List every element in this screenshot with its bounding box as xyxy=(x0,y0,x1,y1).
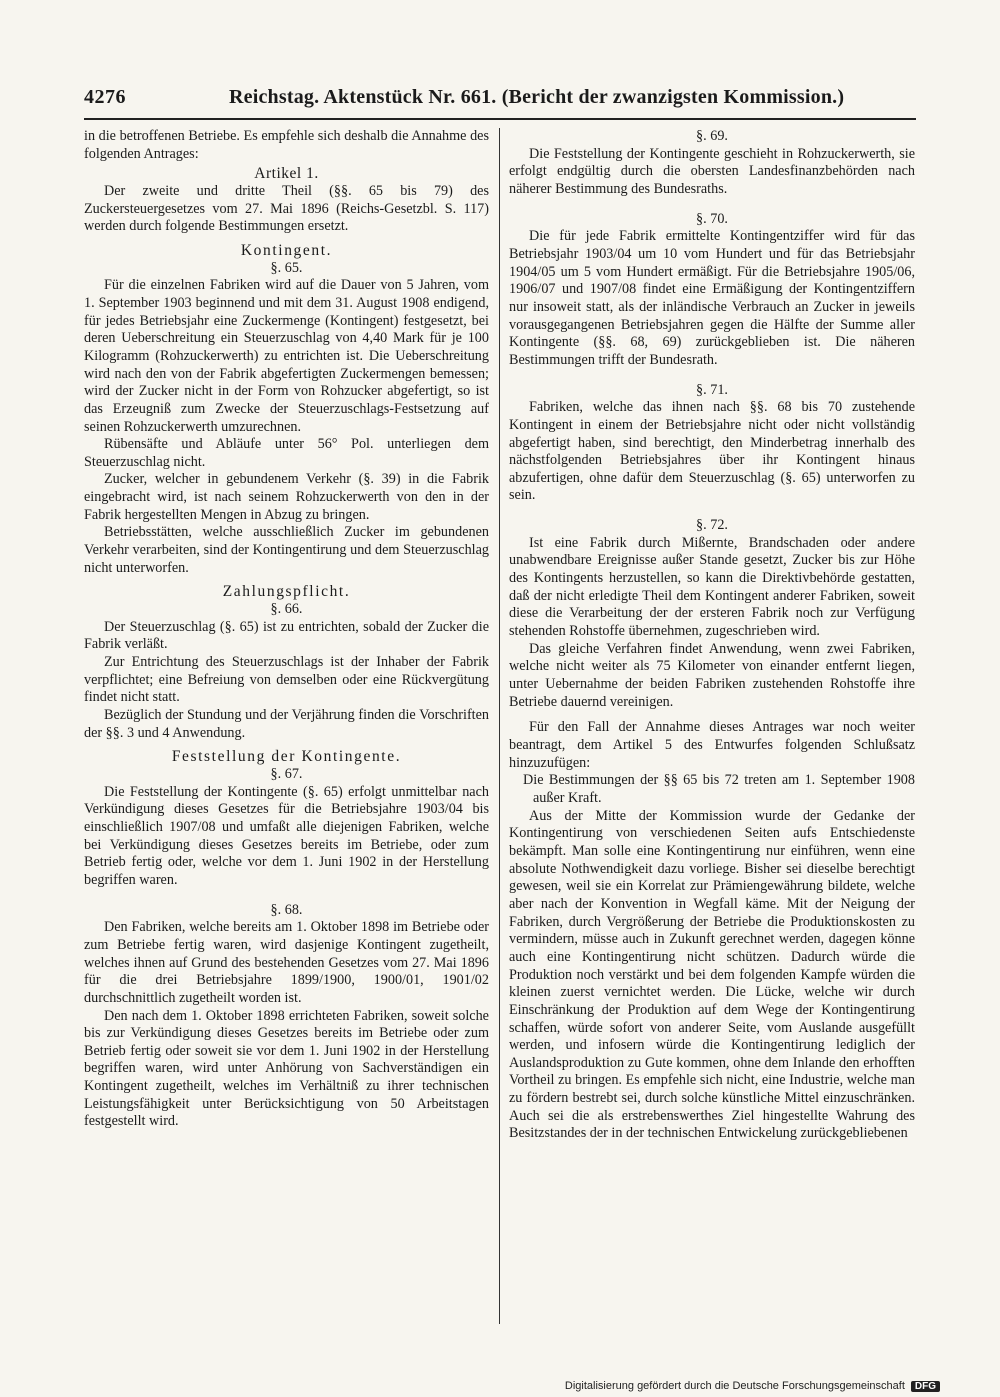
intro-paragraph: in die betroffenen Betriebe. Es empfehle sich deshalb die Annahme des folgenden Antrages: xyxy=(84,128,489,162)
body-paragraph: Fabriken, welche das ihnen nach §§. 68 bis 70 zustehende Kontingent in einem der Betriebsjahre nicht oder nicht vollständig abgefertigt haben, sind berechtigt, den Minderbetrag innerhalb des nächstfolgenden Betriebsjahres über ihr Kontingent hinaus abzufertigen, ohne dafür dem Steuerzuschlag (§. 65) unterworfen zu sein. xyxy=(509,399,915,504)
body-paragraph: Den Fabriken, welche bereits am 1. Oktober 1898 im Betriebe oder zum Betriebe fertig waren, wird dasjenige Kontingent zugetheilt, welches ihnen auf Grund des bestehenden Gesetzes vom 27. Mai 1896 für die drei Betriebsjahre 1899/1900, 1900/01, 1901/02 durchschnittlich zugetheilt worden ist. xyxy=(84,919,489,1006)
paragraph-mark-68: §. 68. xyxy=(270,901,303,918)
footer-text: Digitalisierung gefördert durch die Deutsche Forschungsgemeinschaft xyxy=(564,1380,905,1392)
body-paragraph: Zur Entrichtung des Steuerzuschlags ist der Inhaber der Fabrik verpflichtet; eine Befreiung von demselben oder eine Rückvergütung findet nicht statt. xyxy=(84,654,489,706)
body-paragraph: Betriebsstätten, welche ausschließlich Zucker im gebundenen Verkehr verarbeiten, sind der Kontingentirung und dem Steuerzuschlag nicht unterworfen. xyxy=(84,524,489,576)
section-heading-feststellung: Feststellung der Kontingente. xyxy=(171,748,402,766)
body-paragraph: Den nach dem 1. Oktober 1898 errichteten Fabriken, soweit solche bis zur Verkündigung dieses Gesetzes bereits im Betriebe oder zum Betrieb fertig oder soweit sie vor dem 1. Juni 1902 in der Herstellung begriffen waren, wird unter Anhörung von Sachverständigen ein Kontingent zugetheilt, welches im Verhältniß zu ihrer technischen Leistungsfähigkeit unter Berücksichtigung von 50 Arbeitstagen festgestellt wird. xyxy=(84,1007,489,1130)
body-paragraph: Der Steuerzuschlag (§. 65) ist zu entrichten, sobald der Zucker die Fabrik verläßt. xyxy=(84,618,489,653)
body-paragraph: Bezüglich der Stundung und der Verjährung finden die Vorschriften der §§. 3 und 4 Anwendung. xyxy=(84,707,489,741)
left-column xyxy=(84,128,489,1131)
article-text: Der zweite und dritte Theil (§§. 65 bis 79) des Zuckersteuergesetzes vom 27. Mai 1896 (Reichs-Gesetzbl. S. 117) werden durch folgende Bestimmungen ersetzt. xyxy=(84,182,489,235)
paragraph-mark-72: §. 72. xyxy=(696,517,728,534)
dfg-logo: DFG xyxy=(911,1381,940,1392)
paragraph-mark-69: §. 69. xyxy=(696,128,728,144)
body-paragraph: Rübensäfte und Abläufe unter 56° Pol. unterliegen dem Steuerzuschlag nicht. xyxy=(84,436,489,470)
section-heading-zahlungspflicht: Zahlungspflicht. xyxy=(222,583,351,601)
right-column xyxy=(509,128,915,1143)
body-paragraph: Ist eine Fabrik durch Mißernte, Brandschaden oder andere unabwendbare Ereignisse außer Stande gesetzt, Zucker bis zur Höhe des Kontingents herzustellen, so kann die Direktivbehörde gestatten, daß der nicht erledigte Theil dem Kontingent anderer Fabriken, soweit diese die Verarbeitung der der ersteren Fabrik noch zur Verfügung stehenden Rohstoffe übernehmen, zugeschrieben wird. xyxy=(509,534,915,640)
quoted-clause: Die Bestimmungen der §§ 65 bis 72 treten am 1. September 1908 außer Kraft. xyxy=(523,772,915,806)
body-paragraph: Aus der Mitte der Kommission wurde der Gedanke der Kontingentirung von verschiedenen Seiten aufs Entschiedenste bekämpft. Man solle eine Kontingentirung nur einführen, wenn eine absolute Nothwendigkeit dazu vorliege. Bisher sei dieselbe berechtigt gewesen, weil sie ein Korrelat zur Prämiengewährung bildete, welche aber nach der Konvention in Wegfall käme. Mit der Neigung der Fabriken, durch Vergrößerung der Betriebe die Produktionskosten zu vermindern, müsse auch in Zukunft gerechnet werden, dagegen könne auch eine Kontingentirung nicht schützen. Dadurch würde die Produktion noch verstärkt und bei dem folgenden Kampfe würden die kleinen zuerst vernichtet werden. Die Lücke, welche wir durch Einschränkung der Produktion auf dem Wege der Kontingentirung schaffen, würde sofort von anderer Seite, vom Auslande ausgefüllt werden, und infosern würde die Kontingentirung lediglich der Auslandsproduktion zu Gute kommen, ohne dem Inlande den erhofften Vortheil zu bringen. Es empfehle sich nicht, eine Industrie, welche man zu fördern bestrebt sei, durch solche künstliche Mittel einzuschränken. Auch sei die als erstrebenswerthes Ziel hingestellte Wahrung des Besitzstandes der in der technischen Entwickelung zurückgebliebenen xyxy=(509,807,915,1142)
paragraph-mark-66: §. 66. xyxy=(270,601,303,618)
running-head: Reichstag. Aktenstück Nr. 661. (Bericht der zwanzigsten Kommission.) xyxy=(229,86,845,108)
body-paragraph: Für die einzelnen Fabriken wird auf die Dauer von 5 Jahren, vom 1. September 1903 beginnend und mit dem 31. August 1908 endigend, für jedes Betriebsjahr eine Zuckermenge (Kontingent) festgesetzt, bei deren Ueberschreitung ein Steuerzuschlag von 4,40 Mark für je 100 Kilogramm (Rohzuckerwerth) zu entrichten ist. Die Ueberschreitung wird nach den von der Fabrik abgefertigten Zuckermengen bemessen; wird der Zucker nicht in der Form von Rohzucker abgefertigt, so ist das Erzeugniß zum Zwecke der Steuerzuschlags-Festsetzung auf seinen Rohzuckerwerth umzurechnen. xyxy=(84,277,489,435)
body-paragraph: Die für jede Fabrik ermittelte Kontingentziffer wird für das Betriebsjahr 1903/04 um 10 vom Hundert und für das Betriebsjahr 1904/05 um 5 vom Hundert ermäßigt. Für die Betriebsjahre 1905/06, 1906/07 und 1907/08 findet eine Ermäßigung der Kontingentziffern nur insoweit statt, als der inländische Verbrauch an Zucker in jeweils vorausgegangenen Betriebsjahren gegen die Hälfte der Summe aller Kontingente (§§. 68, 69) zurückgeblieben ist. Die näheren Bestimmungen trifft der Bundesrath. xyxy=(509,228,915,368)
digitization-footer xyxy=(565,1380,940,1392)
body-paragraph: Die Feststellung der Kontingente (§. 65) erfolgt unmittelbar nach Verkündigung dieses Gesetzes für die Betriebsjahre 1903/04 bis einschließlich 1907/08 und umfaßt alle diejenigen Fabriken, welche bei Verkündigung dieses Gesetzes bereits im Betriebe, oder zum Betrieb fertig oder, welche vor dem 1. Juni 1902 in der Herstellung begriffen waren. xyxy=(84,783,489,888)
column-divider xyxy=(499,128,500,1324)
paragraph-mark-67: §. 67. xyxy=(270,765,303,782)
paragraph-mark-71: §. 71. xyxy=(696,381,728,398)
paragraph-mark-65: §. 65. xyxy=(270,259,303,276)
body-paragraph: Die Feststellung der Kontingente geschieht in Rohzuckerwerth, sie erfolgt endgültig durch die obersten Landesfinanzbehörden nach näherer Bestimmung des Bundesraths. xyxy=(509,145,915,197)
page-number: 4276 xyxy=(84,86,126,108)
paragraph-mark-70: §. 70. xyxy=(696,210,728,227)
header-rule xyxy=(84,118,916,120)
body-paragraph: Für den Fall der Annahme dieses Antrages war noch weiter beantragt, dem Artikel 5 des Entwurfes folgenden Schlußsatz hinzuzufügen: xyxy=(509,719,915,771)
body-paragraph: Das gleiche Verfahren findet Anwendung, wenn zwei Fabriken, welche nicht weiter als 75 Kilometer von einander entfernt liegen, unter Uebernahme der beiden Fabriken zustehenden Rohstoffe ihre Betriebe dauernd vereinigen. xyxy=(509,640,915,710)
body-paragraph: Zucker, welcher in gebundenem Verkehr (§. 39) in die Fabrik eingebracht wird, ist nach seinem Rohzuckerwerth von den in der Fabrik hergestellten Mengen in Abzug zu bringen. xyxy=(84,471,489,523)
page-header xyxy=(84,86,916,116)
article-heading: Artikel 1. xyxy=(254,165,319,183)
section-heading-kontingent: Kontingent. xyxy=(240,241,333,259)
